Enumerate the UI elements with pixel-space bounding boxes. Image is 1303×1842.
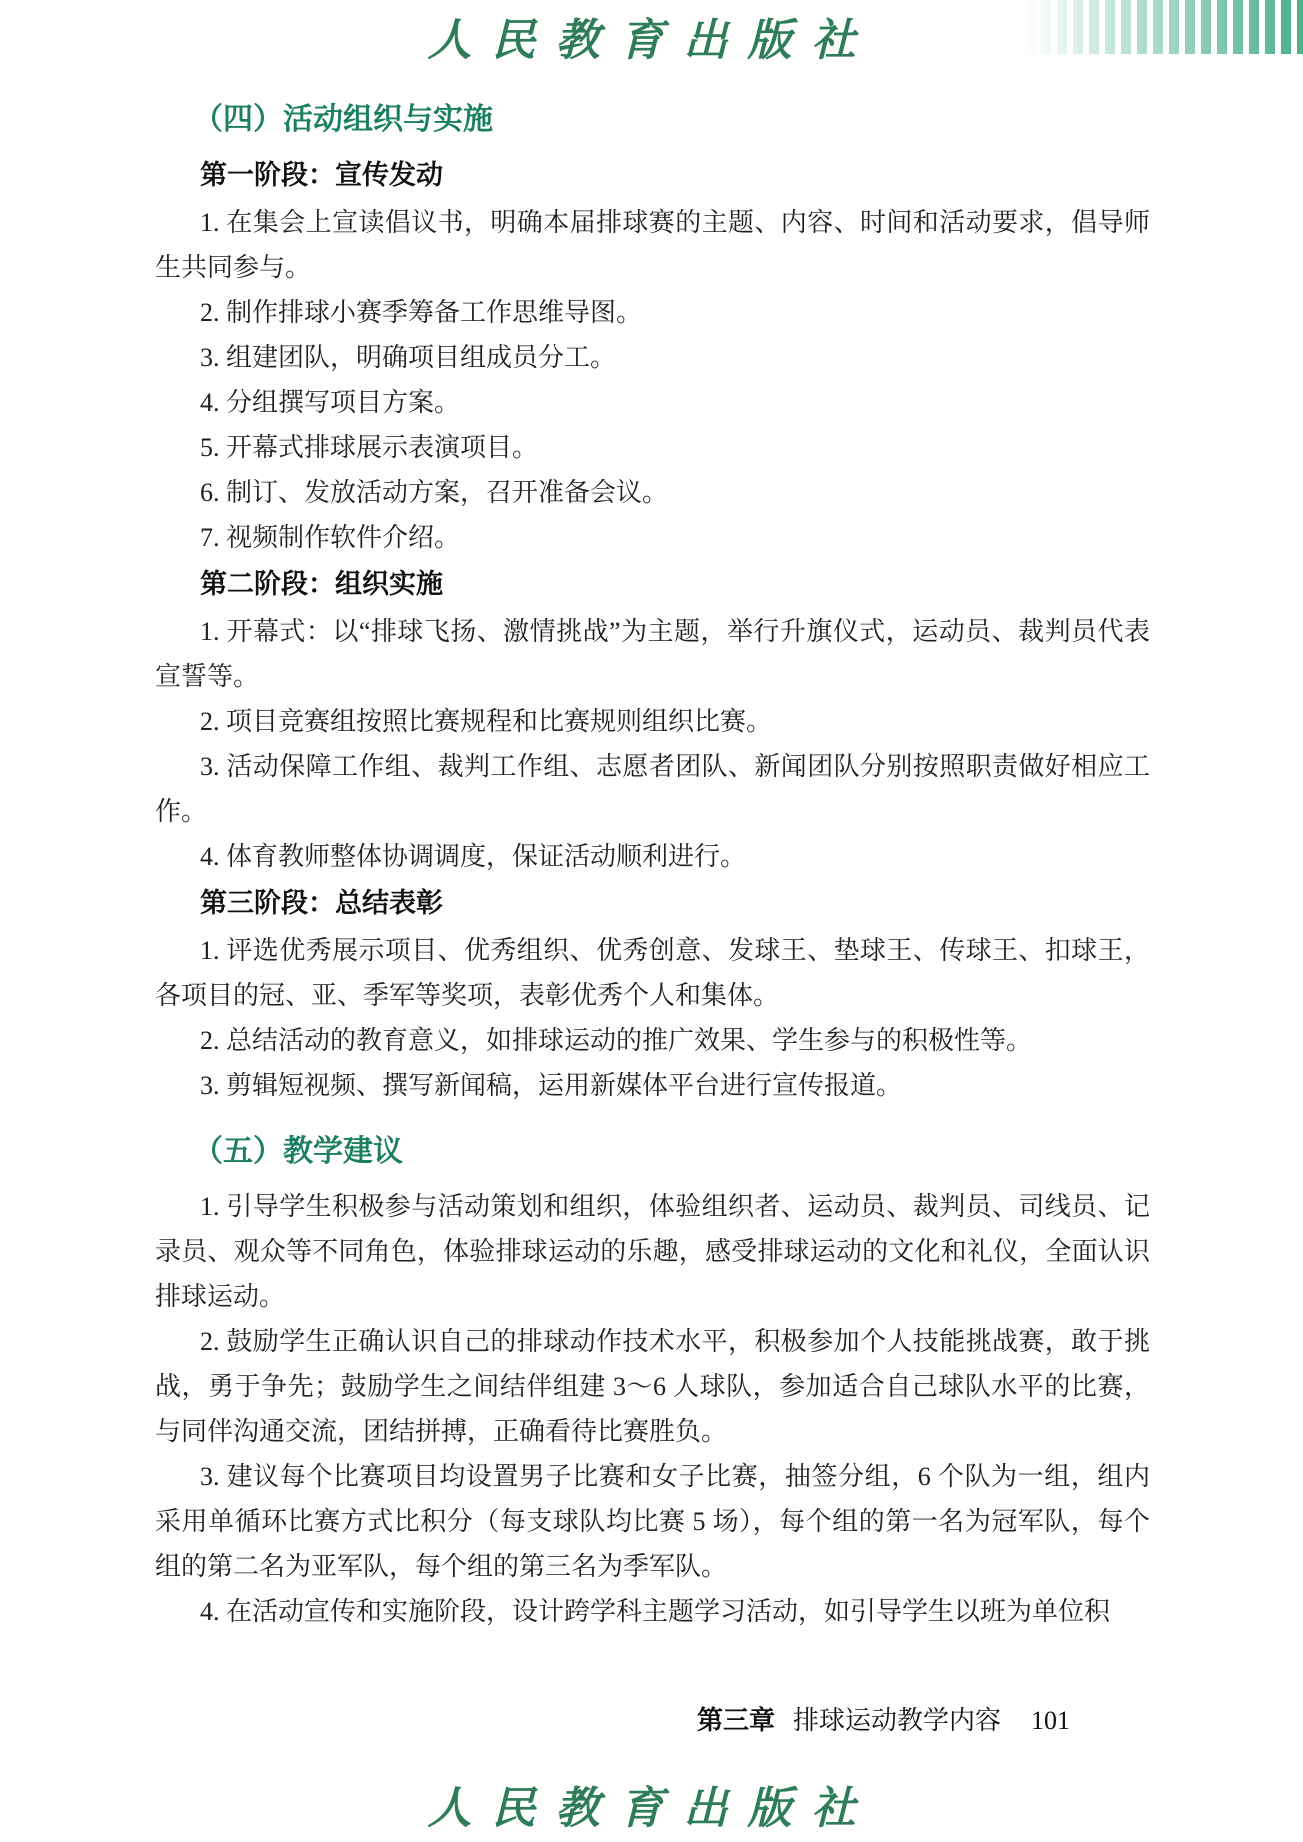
publisher-logo-top: 人民教育出版社 (427, 15, 876, 66)
stage-heading-1: 第一阶段：宣传发动 (200, 160, 443, 190)
section-heading-5: （五）教学建议 (193, 1135, 403, 1168)
paragraph: 4. 分组撰写项目方案。 (200, 388, 461, 417)
paragraph: 4. 在活动宣传和实施阶段，设计跨学科主题学习活动，如引导学生以班为单位积 (200, 1597, 1111, 1626)
paragraph: 1. 在集会上宣读倡议书，明确本届排球赛的主题、内容、时间和活动要求，倡导师生共同参与。 (155, 208, 1150, 282)
paragraph: 3. 组建团队，明确项目组成员分工。 (200, 343, 617, 372)
paragraph: 6. 制订、发放活动方案，召开准备会议。 (200, 478, 669, 507)
paragraph: 1. 评选优秀展示项目、优秀组织、优秀创意、发球王、垫球王、传球王、扣球王，各项目的冠、亚、季军等奖项，表彰优秀个人和集体。 (155, 936, 1150, 1010)
paragraph: 2. 项目竞赛组按照比赛规程和比赛规则组织比赛。 (200, 707, 773, 736)
stage-heading-2: 第二阶段：组织实施 (200, 569, 443, 599)
publisher-logo-bottom: 人民教育出版社 (427, 1783, 876, 1834)
section-heading-4: （四）活动组织与实施 (193, 103, 493, 136)
paragraph: 3. 剪辑短视频、撰写新闻稿，运用新媒体平台进行宣传报道。 (200, 1071, 903, 1100)
decorative-bars (1025, 0, 1303, 54)
footer-chapter: 第三章 (696, 1705, 775, 1735)
footer-section-title: 排球运动教学内容 (792, 1706, 1001, 1735)
footer-page-number: 101 (1031, 1706, 1070, 1735)
paragraph: 5. 开幕式排球展示表演项目。 (200, 433, 539, 462)
paragraph: 2. 总结活动的教育意义，如排球运动的推广效果、学生参与的积极性等。 (200, 1026, 1033, 1055)
page-footer (155, 1700, 1150, 1737)
stage-heading-3: 第三阶段：总结表彰 (200, 888, 443, 918)
paragraph: 1. 引导学生积极参与活动策划和组织，体验组织者、运动员、裁判员、司线员、记录员、观众等不同角色，体验排球运动的乐趣，感受排球运动的文化和礼仪，全面认识排球运动。 (155, 1192, 1150, 1311)
paragraph: 4. 体育教师整体协调调度，保证活动顺利进行。 (200, 842, 747, 871)
paragraph: 1. 开幕式：以“排球飞扬、激情挑战”为主题，举行升旗仪式，运动员、裁判员代表宣誓等。 (155, 617, 1150, 691)
paragraph: 3. 建议每个比赛项目均设置男子比赛和女子比赛，抽签分组，6 个队为一组，组内采用单循环比赛方式比积分（每支球队均比赛 5 场），每个组的第一名为冠军队，每个组的第二名为亚军队，每个组的第三名为季军队。 (155, 1462, 1150, 1581)
paragraph: 2. 制作排球小赛季筹备工作思维导图。 (200, 298, 643, 327)
paragraph: 7. 视频制作软件介绍。 (200, 523, 461, 552)
paragraph: 3. 活动保障工作组、裁判工作组、志愿者团队、新闻团队分别按照职责做好相应工作。 (155, 752, 1150, 826)
page-content (155, 100, 1150, 1634)
paragraph: 2. 鼓励学生正确认识自己的排球动作技术水平，积极参加个人技能挑战赛，敢于挑战，勇于争先；鼓励学生之间结伴组建 3～6 人球队，参加适合自己球队水平的比赛，与同伴沟通交流，团结拼搏，正确看待比赛胜负。 (155, 1327, 1150, 1446)
